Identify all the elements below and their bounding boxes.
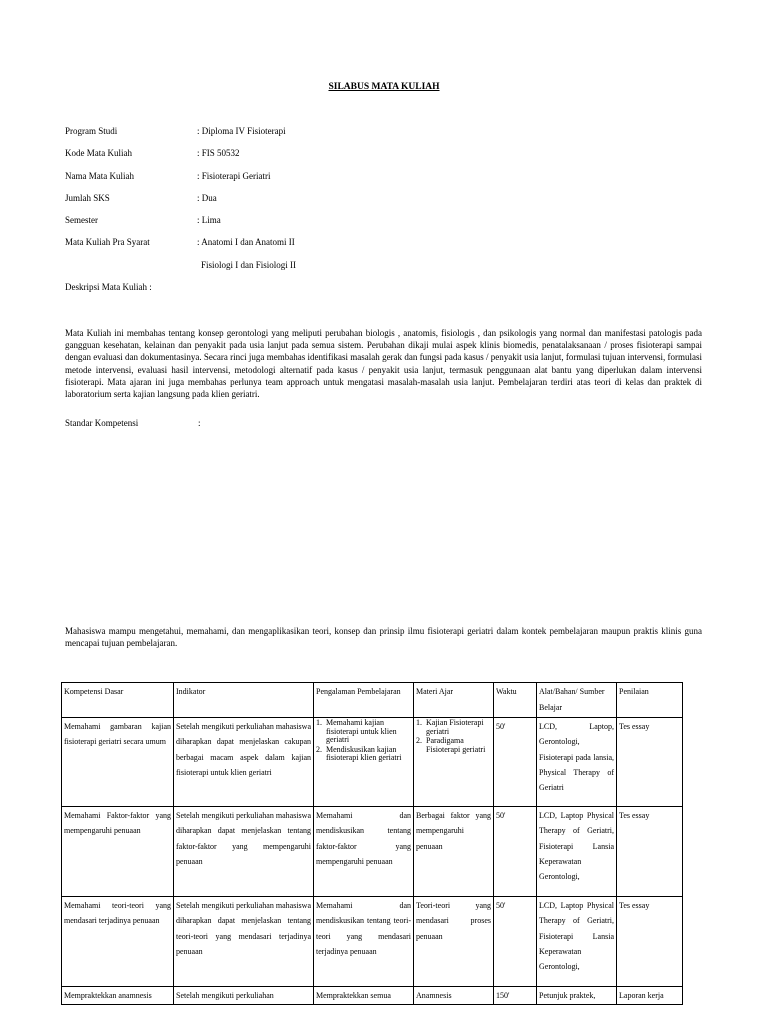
header-penilaian: Penilaian	[617, 683, 683, 718]
info-value: : Lima	[197, 215, 221, 226]
cell-pengalaman: Memahami dan mendiskusikan tentang faktor-faktor yang mempengaruhi penuaan	[314, 807, 414, 897]
cell-alat: LCD, Laptop Physical Therapy of Geriatri, Fisioterapi Lansia Keperawatan Gerontologi,	[537, 807, 617, 897]
list-item-text: Mendiskusikan kajian fisioterapi klien geriatri	[326, 744, 402, 763]
cell-penilaian: Tes essay	[617, 897, 683, 987]
info-value: : Dua	[197, 192, 217, 203]
header-materi: Materi Ajar	[414, 683, 494, 718]
list-item: 1. Kajian Fisioterapi geriatri	[416, 718, 484, 736]
info-value: : Anatomi I dan Anatomi II	[197, 237, 295, 248]
deskripsi-label: Deskripsi Mata Kuliah :	[65, 282, 152, 292]
cell-kompetensi: Mempraktekkan anamnesis	[62, 987, 174, 1005]
list-item-text: Memahami kajian fisioterapi untuk klien geriatri	[326, 718, 397, 745]
info-label: Program Studi	[65, 126, 118, 136]
cell-penilaian: Tes essay	[617, 718, 683, 807]
cell-materi: Teori-teori yang mendasari proses penuaan	[414, 897, 494, 987]
standar-paragraph: Mahasiswa mampu mengetahui, memahami, dan mengaplikasikan teori, konsep dan prinsip ilmu fisioterapi geriatri dalam kontek pembelajaran maupun praktis klinis guna mencapai tujuan pembelajaran.	[65, 626, 702, 649]
cell-indikator: Setelah mengikuti perkuliahan mahasiswa diharapkan dapat menjelaskan tentang teori-teori yang mendasari terjadinya penuaan	[174, 897, 314, 987]
list-item-text: Kajian Fisioterapi geriatri	[426, 718, 484, 736]
list-item-text: Paradigama Fisioterapi geriatri	[426, 736, 486, 754]
materi-list	[416, 719, 491, 754]
cell-pengalaman: Mempraktekkan semua	[314, 987, 414, 1005]
list-item: 2. Paradigama Fisioterapi geriatri	[416, 736, 486, 754]
info-label: Jumlah SKS	[65, 192, 110, 203]
cell-alat: LCD, Laptop Physical Therapy of Geriatri, Fisioterapi Lansia Keperawatan Gerontologi,	[537, 897, 617, 987]
list-item: 1. Memahami kajian fisioterapi untuk klien geriatri	[316, 718, 397, 745]
table-header-row	[62, 683, 683, 718]
cell-materi	[414, 718, 494, 807]
info-value: Fisiologi I dan Fisiologi II	[201, 259, 297, 270]
cell-kompetensi: Memahami teori-teori yang mendasari terjadinya penuaan	[62, 897, 174, 987]
cell-penilaian: Tes essay	[617, 807, 683, 897]
cell-waktu: 50'	[494, 718, 537, 807]
list-item: 2. Mendiskusikan kajian fisioterapi klien geriatri	[316, 744, 402, 763]
standar-label: Standar Kompetensi	[65, 418, 139, 428]
cell-waktu: 50'	[494, 897, 537, 987]
info-label: Nama Mata Kuliah	[65, 170, 134, 181]
cell-indikator: Setelah mengikuti perkuliahan	[174, 987, 314, 1005]
info-label: Kode Mata Kuliah	[65, 148, 132, 159]
table-row	[62, 807, 683, 897]
table-row	[62, 987, 683, 1005]
header-alat: Alat/Bahan/ Sumber Belajar	[537, 683, 617, 718]
cell-alat: Petunjuk praktek,	[537, 987, 617, 1005]
header-pengalaman: Pengalaman Pembelajaran	[314, 683, 414, 718]
info-value: : FIS 50532	[197, 148, 240, 159]
header-waktu: Waktu	[494, 683, 537, 718]
info-value: : Fisioterapi Geriatri	[197, 170, 271, 181]
cell-indikator: Setelah mengikuti perkuliahan mahasiswa diharapkan dapat menjelaskan tentang faktor-faktor yang mempengaruhi penuaan	[174, 807, 314, 897]
cell-alat: LCD, Laptop, Gerontologi, Fisioterapi pada lansia, Physical Therapy of Geriatri	[537, 718, 617, 807]
standar-colon: :	[198, 418, 201, 428]
cell-pengalaman: Memahami dan mendiskusikan tentang teori-teori yang mendasari terjadinya penuaan	[314, 897, 414, 987]
info-label: Mata Kuliah Pra Syarat	[65, 237, 150, 248]
deskripsi-paragraph: Mata Kuliah ini membahas tentang konsep gerontologi yang meliputi perubahan biologis , anatomis, fisiologis , dan psikologis yang normal dan manifestasi patologis pada gangguan kesehatan, kelainan dan penyakit pada usia lanjut pada semua sistem. Perubahan dikaji mulai aspek klinis biomedis, penatalaksanaan / proses fisioterapi sampai dengan evaluasi dan dokumentasinya. Secara rinci juga membahas identifikasi masalah gerak dan fungsi pada kasus / penyakit usia lanjut, formulasi tujuan intervensi, formulasi metode intervensi, evaluasi hasil intervensi, metodologi alternatif pada kasus / penyakit usia lanjut, termasuk penggunaan alat bantu yang diperlukan dalam intervensi fisioterapi. Mata ajaran ini juga membahas perlunya team approach untuk mengatasi masalah-masalah usia lanjut. Pembelajaran terdiri atas teori di kelas dan praktek di laboratorium serta kajian langsung pada klien geriatri.	[65, 328, 702, 400]
cell-materi: Anamnesis	[414, 987, 494, 1005]
cell-kompetensi: Memahami gambaran kajian fisioterapi geriatri secara umum	[62, 718, 174, 807]
table-row	[62, 718, 683, 807]
header-indikator: Indikator	[174, 683, 314, 718]
info-value: : Diploma IV Fisioterapi	[197, 126, 286, 136]
cell-waktu: 150'	[494, 987, 537, 1005]
cell-indikator: Setelah mengikuti perkuliahan mahasiswa diharapkan dapat menjelaskan cakupan berbagai macam aspek dalam kajian fisioterapi untuk klien geriatri	[174, 718, 314, 807]
cell-materi: Berbagai faktor yang mempengaruhi penuaan	[414, 807, 494, 897]
cell-pengalaman	[314, 718, 414, 807]
cell-penilaian: Laporan kerja	[617, 987, 683, 1005]
header-kompetensi: Kompetensi Dasar	[62, 683, 174, 718]
competency-table	[61, 682, 683, 1005]
cell-kompetensi: Memahami Faktor-faktor yang mempengaruhi penuaan	[62, 807, 174, 897]
info-label: Semester	[65, 215, 98, 226]
pengalaman-list	[316, 719, 411, 763]
document-title: SILABUS MATA KULIAH	[328, 82, 440, 92]
table-row	[62, 897, 683, 987]
cell-waktu: 50'	[494, 807, 537, 897]
